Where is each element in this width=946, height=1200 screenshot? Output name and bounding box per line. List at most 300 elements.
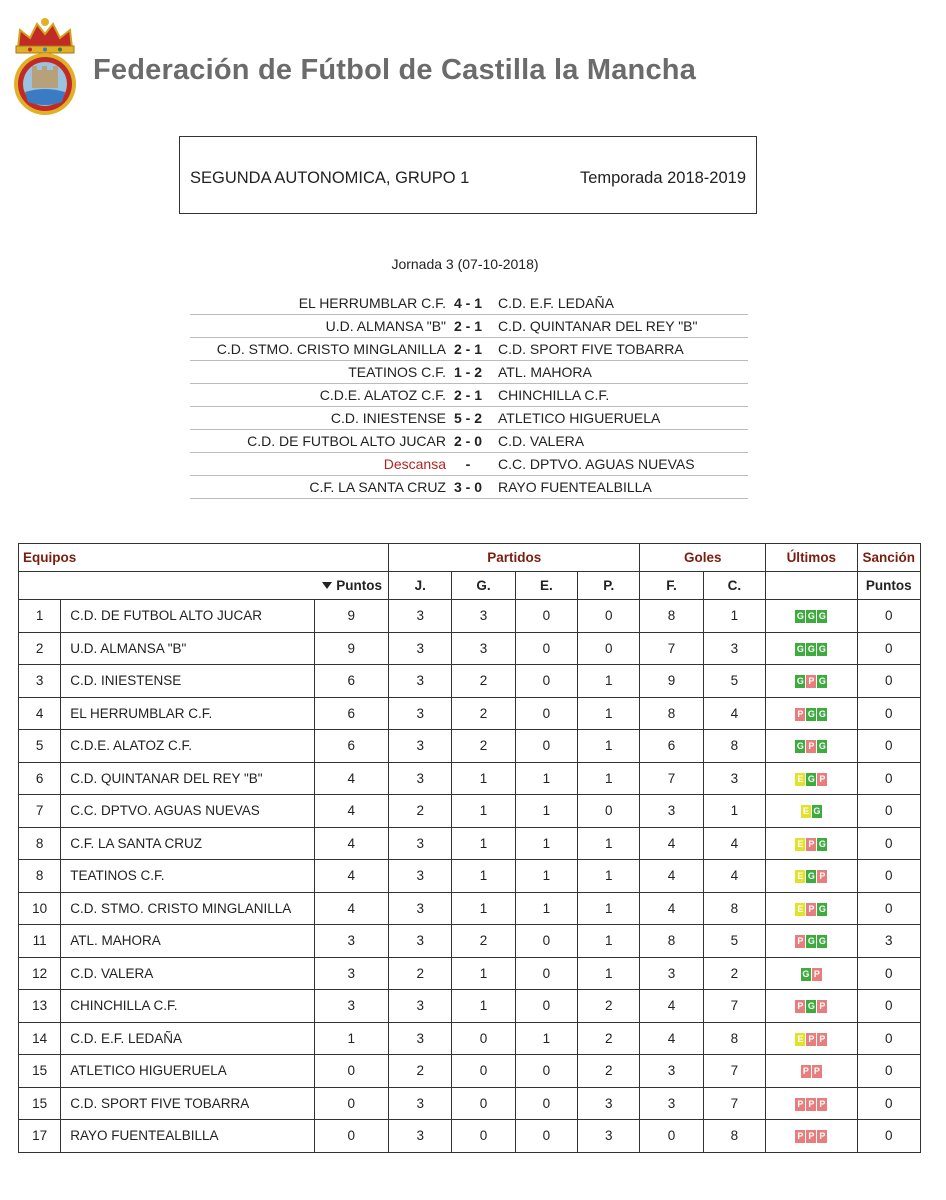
position-cell: 15: [19, 1087, 61, 1120]
form-badge-G: G: [796, 611, 804, 622]
form-strip: [795, 935, 827, 948]
points-cell: 1: [314, 1022, 388, 1055]
form-badge-G: G: [807, 611, 815, 622]
form-badge-P: P: [819, 1033, 826, 1044]
form-badge-P: P: [808, 676, 815, 687]
played-cell: 3: [389, 730, 452, 763]
sort-puntos-header[interactable]: [19, 572, 389, 600]
team-name-cell: ATL. MAHORA: [61, 925, 314, 958]
points-cell: 4: [314, 892, 388, 925]
lost-cell: 1: [578, 697, 640, 730]
won-cell: 2: [452, 665, 515, 698]
won-cell: 1: [452, 892, 515, 925]
goals-against-cell: 5: [703, 665, 765, 698]
result-row: [190, 361, 748, 384]
position-cell: 13: [19, 990, 61, 1023]
points-cell: 4: [314, 860, 388, 893]
goals-against-cell: 4: [703, 697, 765, 730]
played-cell: 3: [389, 1022, 452, 1055]
position-cell: 11: [19, 925, 61, 958]
form-badge-E: E: [797, 871, 804, 882]
played-cell: 3: [389, 892, 452, 925]
drawn-cell: 0: [515, 957, 577, 990]
team-name-cell: ATLETICO HIGUERUELA: [61, 1055, 314, 1088]
won-cell: 2: [452, 925, 515, 958]
goals-for-cell: 4: [640, 892, 703, 925]
result-row: [190, 476, 748, 499]
position-cell: 3: [19, 665, 61, 698]
team-name-cell: C.D. QUINTANAR DEL REY "B": [61, 762, 314, 795]
goals-for-cell: 3: [640, 795, 703, 828]
goals-against-cell: 4: [703, 827, 765, 860]
lost-cell: 2: [578, 990, 640, 1023]
goals-for-cell: 7: [640, 762, 703, 795]
form-badge-P: P: [802, 1066, 809, 1077]
column-header-row: [19, 572, 921, 600]
last-results-cell: [766, 1022, 858, 1055]
last-results-cell: [766, 957, 858, 990]
last-results-cell: [766, 600, 858, 633]
goals-against-cell: 7: [703, 1055, 765, 1088]
position-cell: 12: [19, 957, 61, 990]
result-away: C.D. SPORT FIVE TOBARRA: [498, 341, 684, 357]
form-badge-G: G: [818, 643, 826, 654]
table-row: [19, 957, 921, 990]
won-cell: 1: [452, 957, 515, 990]
result-away: C.D. VALERA: [498, 433, 585, 449]
table-row: [19, 1055, 921, 1088]
result-away: C.D. E.F. LEDAÑA: [498, 295, 614, 311]
points-cell: 4: [314, 762, 388, 795]
sanction-points-cell: 0: [857, 762, 920, 795]
form-strip: [795, 1130, 827, 1143]
lost-cell: 1: [578, 827, 640, 860]
sanction-points-cell: 0: [857, 697, 920, 730]
form-badge-P: P: [808, 838, 815, 849]
result-home: TEATINOS C.F.: [348, 364, 446, 380]
last-results-cell: [766, 925, 858, 958]
drawn-cell: 0: [515, 697, 577, 730]
result-score: 1 - 2: [453, 364, 482, 380]
competition-box: [179, 136, 757, 214]
played-cell: 3: [389, 1120, 452, 1153]
form-strip: [795, 740, 827, 753]
form-badge-P: P: [808, 1033, 815, 1044]
drawn-cell: 1: [515, 1022, 577, 1055]
result-home: C.D. DE FUTBOL ALTO JUCAR: [247, 433, 446, 449]
won-cell: 1: [452, 990, 515, 1023]
lost-cell: 1: [578, 957, 640, 990]
form-badge-E: E: [802, 806, 809, 817]
drawn-cell: 1: [515, 892, 577, 925]
federation-title: Federación de Fútbol de Castilla la Mancha: [93, 54, 697, 86]
header-sancion: Sanción: [857, 544, 920, 572]
header-ultimos: Últimos: [766, 544, 858, 572]
played-cell: 3: [389, 665, 452, 698]
lost-cell: 1: [578, 925, 640, 958]
table-row: [19, 762, 921, 795]
sanction-points-cell: 0: [857, 1022, 920, 1055]
goals-against-cell: 8: [703, 730, 765, 763]
form-badge-G: G: [807, 643, 815, 654]
lost-cell: 2: [578, 1022, 640, 1055]
goals-for-cell: 4: [640, 990, 703, 1023]
form-badge-P: P: [813, 1066, 820, 1077]
sanction-points-cell: 0: [857, 827, 920, 860]
won-cell: 0: [452, 1055, 515, 1088]
last-results-cell: [766, 730, 858, 763]
team-name-cell: C.D. SPORT FIVE TOBARRA: [61, 1087, 314, 1120]
sort-desc-icon: [322, 582, 332, 589]
goals-for-cell: 4: [640, 1022, 703, 1055]
drawn-cell: 0: [515, 1087, 577, 1120]
result-score: 2 - 1: [453, 318, 482, 334]
result-score: -: [465, 456, 471, 472]
form-badge-G: G: [807, 936, 815, 947]
goals-against-cell: 4: [703, 860, 765, 893]
played-cell: 3: [389, 925, 452, 958]
puntos-label: Puntos: [336, 578, 383, 593]
team-name-cell: U.D. ALMANSA "B": [61, 632, 314, 665]
standings-table: [18, 543, 921, 1153]
form-strip: [795, 675, 827, 688]
points-cell: 0: [314, 1120, 388, 1153]
result-score: 4 - 1: [453, 295, 482, 311]
goals-against-cell: 7: [703, 1087, 765, 1120]
played-cell: 2: [389, 1055, 452, 1088]
result-home: U.D. ALMANSA "B": [325, 318, 446, 334]
header-g: G.: [452, 572, 515, 600]
result-score: 5 - 2: [453, 410, 482, 426]
played-cell: 3: [389, 860, 452, 893]
form-strip: [795, 708, 827, 721]
goals-for-cell: 0: [640, 1120, 703, 1153]
lost-cell: 1: [578, 762, 640, 795]
goals-for-cell: 3: [640, 1087, 703, 1120]
last-results-cell: [766, 665, 858, 698]
form-badge-G: G: [796, 676, 804, 687]
competition-name: SEGUNDA AUTONOMICA, GRUPO 1: [190, 169, 470, 187]
goals-against-cell: 8: [703, 1120, 765, 1153]
table-row: [19, 600, 921, 633]
sanction-points-cell: 0: [857, 730, 920, 763]
result-home: EL HERRUMBLAR C.F.: [298, 295, 446, 311]
last-results-cell: [766, 1055, 858, 1088]
won-cell: 2: [452, 730, 515, 763]
position-cell: 7: [19, 795, 61, 828]
played-cell: 3: [389, 1087, 452, 1120]
goals-for-cell: 3: [640, 957, 703, 990]
played-cell: 3: [389, 600, 452, 633]
form-strip: [795, 870, 827, 883]
result-away: ATLETICO HIGUERUELA: [498, 410, 661, 426]
form-strip: [795, 1033, 827, 1046]
header-c: C.: [703, 572, 765, 600]
sanction-points-cell: 0: [857, 1055, 920, 1088]
form-badge-P: P: [797, 708, 804, 719]
form-badge-G: G: [807, 773, 815, 784]
position-cell: 10: [19, 892, 61, 925]
goals-for-cell: 8: [640, 600, 703, 633]
played-cell: 3: [389, 990, 452, 1023]
points-cell: 0: [314, 1087, 388, 1120]
form-badge-G: G: [807, 1001, 815, 1012]
form-strip: [795, 903, 827, 916]
drawn-cell: 0: [515, 730, 577, 763]
goals-against-cell: 1: [703, 600, 765, 633]
won-cell: 0: [452, 1087, 515, 1120]
goals-against-cell: 1: [703, 795, 765, 828]
header-f: F.: [640, 572, 703, 600]
form-badge-P: P: [797, 1131, 804, 1142]
form-badge-E: E: [797, 838, 804, 849]
team-name-cell: C.C. DPTVO. AGUAS NUEVAS: [61, 795, 314, 828]
goals-against-cell: 7: [703, 990, 765, 1023]
drawn-cell: 1: [515, 795, 577, 828]
season-label: Temporada 2018-2019: [579, 169, 746, 187]
form-badge-E: E: [797, 773, 804, 784]
goals-against-cell: 8: [703, 1022, 765, 1055]
points-cell: 3: [314, 925, 388, 958]
form-badge-P: P: [808, 903, 815, 914]
won-cell: 0: [452, 1120, 515, 1153]
sanction-points-cell: 0: [857, 1087, 920, 1120]
table-row: [19, 925, 921, 958]
result-row: [190, 407, 748, 430]
sanction-points-cell: 0: [857, 632, 920, 665]
result-away: CHINCHILLA C.F.: [498, 387, 610, 403]
result-row: [190, 384, 748, 407]
last-results-cell: [766, 860, 858, 893]
form-badge-P: P: [808, 741, 815, 752]
team-name-cell: CHINCHILLA C.F.: [61, 990, 314, 1023]
jornada-title: Jornada 3 (07-10-2018): [391, 256, 539, 272]
lost-cell: 1: [578, 892, 640, 925]
form-badge-P: P: [808, 1131, 815, 1142]
won-cell: 1: [452, 762, 515, 795]
sanction-points-cell: 0: [857, 860, 920, 893]
form-badge-G: G: [818, 676, 826, 687]
position-cell: 1: [19, 600, 61, 633]
sanction-points-cell: 0: [857, 665, 920, 698]
form-badge-G: G: [818, 838, 826, 849]
form-badge-G: G: [818, 903, 826, 914]
form-badge-P: P: [819, 773, 826, 784]
form-badge-P: P: [813, 968, 820, 979]
position-cell: 8: [19, 860, 61, 893]
result-home: C.F. LA SANTA CRUZ: [309, 479, 446, 495]
table-row: [19, 990, 921, 1023]
lost-cell: 0: [578, 632, 640, 665]
points-cell: 6: [314, 665, 388, 698]
position-cell: 4: [19, 697, 61, 730]
lost-cell: 1: [578, 665, 640, 698]
last-results-cell: [766, 892, 858, 925]
header-goles: Goles: [640, 544, 766, 572]
position-cell: 17: [19, 1120, 61, 1153]
points-cell: 6: [314, 730, 388, 763]
lost-cell: 1: [578, 730, 640, 763]
result-row: [190, 315, 748, 338]
form-badge-G: G: [818, 936, 826, 947]
team-name-cell: C.D. INIESTENSE: [61, 665, 314, 698]
form-strip: [795, 1098, 827, 1111]
form-badge-P: P: [797, 1098, 804, 1109]
points-cell: 4: [314, 827, 388, 860]
table-row: [19, 730, 921, 763]
lost-cell: 1: [578, 860, 640, 893]
result-home: Descansa: [383, 456, 446, 472]
header-ultimos-empty: [766, 572, 858, 600]
sanction-points-cell: 0: [857, 990, 920, 1023]
last-results-cell: [766, 795, 858, 828]
drawn-cell: 0: [515, 600, 577, 633]
form-badge-G: G: [818, 611, 826, 622]
form-badge-G: G: [796, 643, 804, 654]
team-name-cell: C.D. E.F. LEDAÑA: [61, 1022, 314, 1055]
result-away: C.D. QUINTANAR DEL REY "B": [498, 318, 698, 334]
form-strip: [795, 643, 827, 656]
result-away: C.C. DPTVO. AGUAS NUEVAS: [498, 456, 695, 472]
form-badge-P: P: [819, 1098, 826, 1109]
lost-cell: 0: [578, 600, 640, 633]
header-e: E.: [515, 572, 577, 600]
played-cell: 3: [389, 697, 452, 730]
form-badge-G: G: [802, 968, 810, 979]
goals-for-cell: 4: [640, 827, 703, 860]
points-cell: 0: [314, 1055, 388, 1088]
won-cell: 1: [452, 795, 515, 828]
sanction-points-cell: 0: [857, 795, 920, 828]
team-name-cell: RAYO FUENTEALBILLA: [61, 1120, 314, 1153]
lost-cell: 3: [578, 1120, 640, 1153]
team-name-cell: EL HERRUMBLAR C.F.: [61, 697, 314, 730]
goals-for-cell: 7: [640, 632, 703, 665]
form-badge-E: E: [797, 903, 804, 914]
won-cell: 1: [452, 827, 515, 860]
form-badge-E: E: [797, 1033, 804, 1044]
position-cell: 6: [19, 762, 61, 795]
form-strip: [801, 968, 822, 981]
team-name-cell: C.D. DE FUTBOL ALTO JUCAR: [61, 600, 314, 633]
result-score: 3 - 0: [453, 479, 482, 495]
goals-against-cell: 3: [703, 762, 765, 795]
played-cell: 3: [389, 827, 452, 860]
header-partidos: Partidos: [389, 544, 640, 572]
last-results-cell: [766, 632, 858, 665]
header-j: J.: [389, 572, 452, 600]
table-row: [19, 892, 921, 925]
drawn-cell: 1: [515, 762, 577, 795]
result-away: RAYO FUENTEALBILLA: [498, 479, 652, 495]
form-badge-G: G: [818, 708, 826, 719]
team-name-cell: C.F. LA SANTA CRUZ: [61, 827, 314, 860]
goals-for-cell: 8: [640, 697, 703, 730]
drawn-cell: 0: [515, 990, 577, 1023]
form-badge-P: P: [797, 1001, 804, 1012]
goals-for-cell: 3: [640, 1055, 703, 1088]
header-equipos: Equipos: [19, 544, 389, 572]
position-cell: 8: [19, 827, 61, 860]
last-results-cell: [766, 1087, 858, 1120]
form-badge-G: G: [807, 871, 815, 882]
team-name-cell: TEATINOS C.F.: [61, 860, 314, 893]
position-cell: 14: [19, 1022, 61, 1055]
form-strip: [795, 1000, 827, 1013]
won-cell: 2: [452, 697, 515, 730]
results-list: [190, 292, 748, 499]
position-cell: 2: [19, 632, 61, 665]
won-cell: 3: [452, 632, 515, 665]
result-home: C.D. INIESTENSE: [330, 410, 446, 426]
played-cell: 2: [389, 795, 452, 828]
team-name-cell: C.D. STMO. CRISTO MINGLANILLA: [61, 892, 314, 925]
header-sancion-puntos: Puntos: [857, 572, 920, 600]
team-name-cell: C.D.E. ALATOZ C.F.: [61, 730, 314, 763]
result-row: [190, 430, 748, 453]
result-row: [190, 453, 748, 476]
points-cell: 9: [314, 600, 388, 633]
goals-for-cell: 8: [640, 925, 703, 958]
result-row: [190, 292, 748, 315]
table-row: [19, 1120, 921, 1153]
table-row: [19, 1022, 921, 1055]
played-cell: 2: [389, 957, 452, 990]
sanction-points-cell: 0: [857, 892, 920, 925]
sanction-points-cell: 0: [857, 957, 920, 990]
goals-against-cell: 8: [703, 892, 765, 925]
result-row: [190, 338, 748, 361]
drawn-cell: 0: [515, 665, 577, 698]
table-row: [19, 1087, 921, 1120]
result-home: C.D.E. ALATOZ C.F.: [319, 387, 446, 403]
goals-against-cell: 3: [703, 632, 765, 665]
drawn-cell: 1: [515, 860, 577, 893]
lost-cell: 3: [578, 1087, 640, 1120]
form-badge-P: P: [808, 1098, 815, 1109]
form-strip: [795, 773, 827, 786]
sanction-points-cell: 3: [857, 925, 920, 958]
form-badge-P: P: [819, 1131, 826, 1142]
won-cell: 3: [452, 600, 515, 633]
table-row: [19, 697, 921, 730]
crest-icon: [10, 16, 80, 116]
goals-for-cell: 6: [640, 730, 703, 763]
last-results-cell: [766, 762, 858, 795]
goals-for-cell: 4: [640, 860, 703, 893]
played-cell: 3: [389, 632, 452, 665]
goals-against-cell: 5: [703, 925, 765, 958]
drawn-cell: 1: [515, 827, 577, 860]
drawn-cell: 0: [515, 1055, 577, 1088]
form-badge-G: G: [813, 806, 821, 817]
goals-for-cell: 9: [640, 665, 703, 698]
points-cell: 9: [314, 632, 388, 665]
last-results-cell: [766, 827, 858, 860]
form-strip: [795, 838, 827, 851]
form-badge-P: P: [797, 936, 804, 947]
won-cell: 1: [452, 860, 515, 893]
form-badge-G: G: [807, 708, 815, 719]
form-strip: [795, 610, 827, 623]
points-cell: 3: [314, 957, 388, 990]
lost-cell: 2: [578, 1055, 640, 1088]
position-cell: 5: [19, 730, 61, 763]
last-results-cell: [766, 1120, 858, 1153]
table-row: [19, 795, 921, 828]
position-cell: 15: [19, 1055, 61, 1088]
goals-against-cell: 2: [703, 957, 765, 990]
